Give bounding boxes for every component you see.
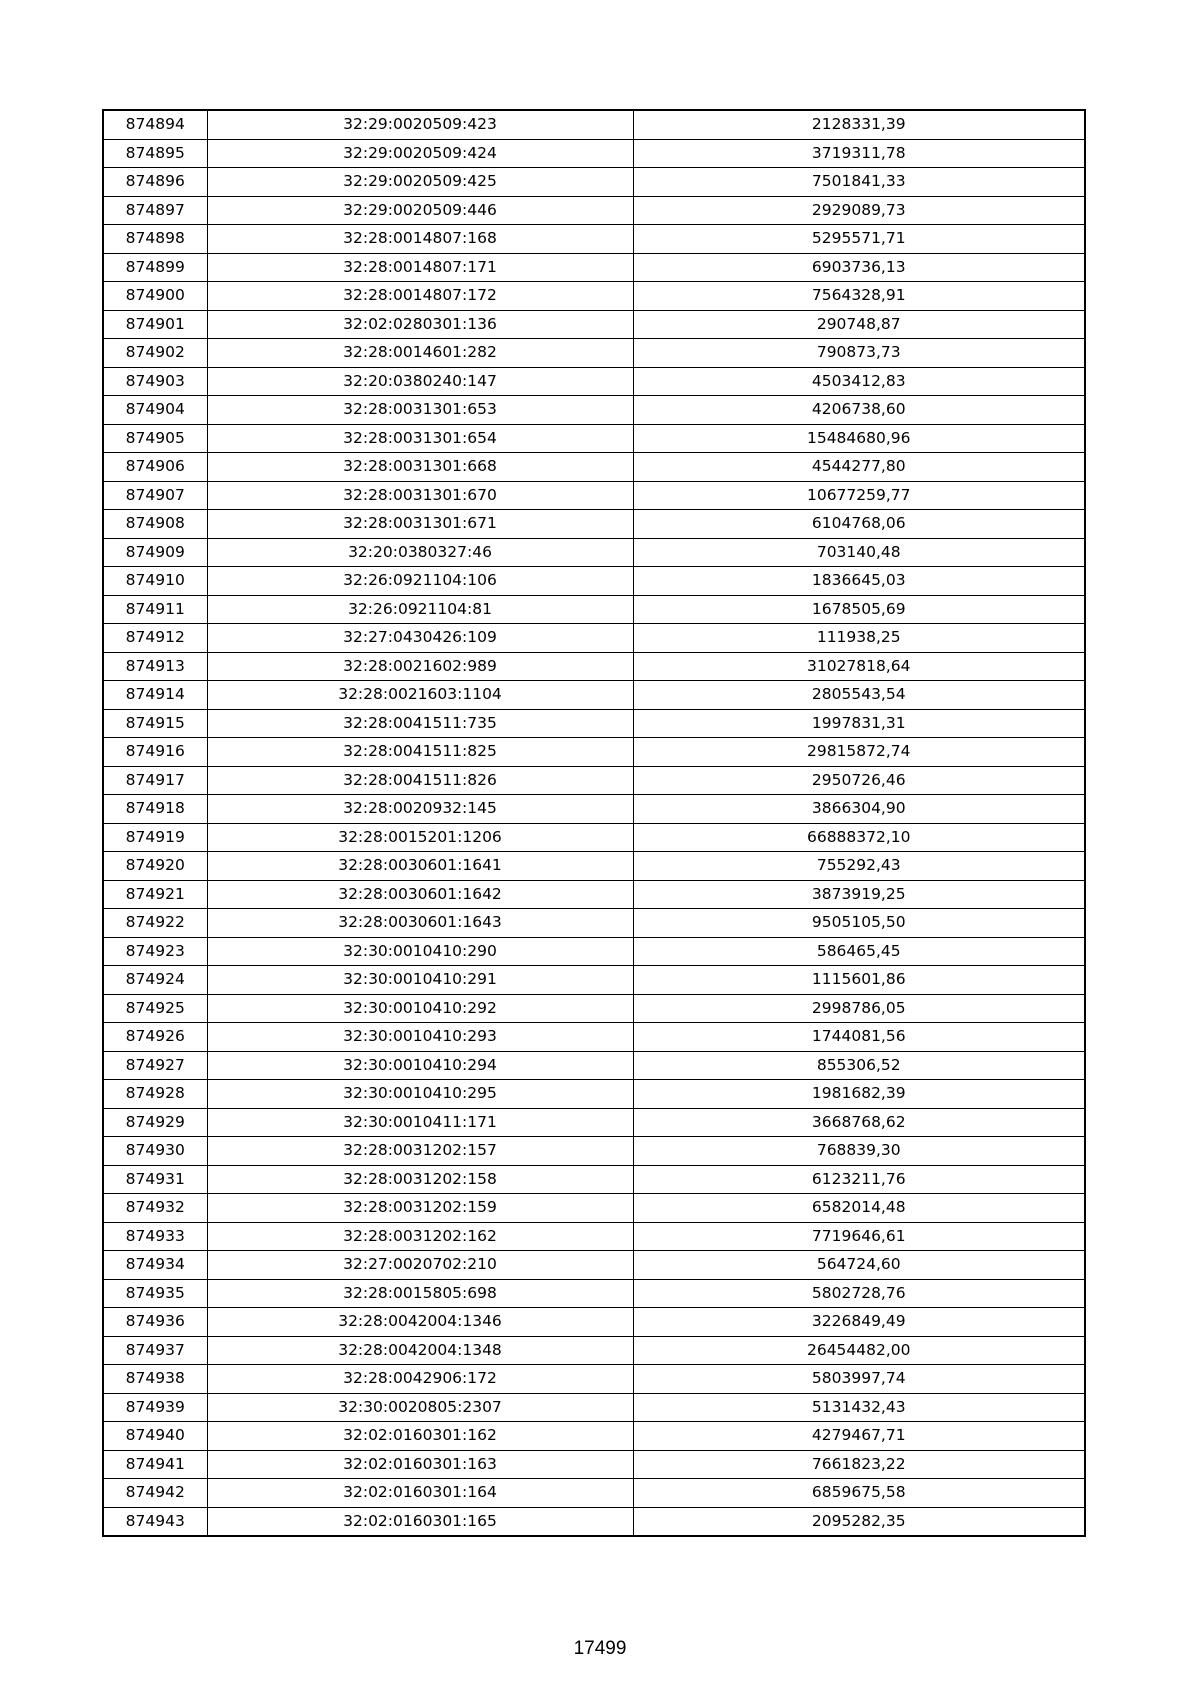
cadastral-value-cell: 755292,43 <box>633 852 1085 881</box>
cadastral-number-cell: 32:29:0020509:425 <box>207 168 633 197</box>
cadastral-value-cell: 1997831,31 <box>633 709 1085 738</box>
cadastral-value-cell: 31027818,64 <box>633 652 1085 681</box>
table-row <box>103 1108 1085 1137</box>
cadastral-value-cell: 855306,52 <box>633 1051 1085 1080</box>
table-row <box>103 681 1085 710</box>
cadastral-value-cell: 1115601,86 <box>633 966 1085 995</box>
cadastral-number-cell: 32:28:0015201:1206 <box>207 823 633 852</box>
row-number-cell: 874925 <box>103 994 207 1023</box>
row-number-cell: 874896 <box>103 168 207 197</box>
table-row <box>103 424 1085 453</box>
row-number-cell: 874929 <box>103 1108 207 1137</box>
row-number-cell: 874917 <box>103 766 207 795</box>
cadastral-number-cell: 32:29:0020509:424 <box>207 139 633 168</box>
row-number-cell: 874905 <box>103 424 207 453</box>
table-row <box>103 909 1085 938</box>
cadastral-number-cell: 32:30:0010410:295 <box>207 1080 633 1109</box>
row-number-cell: 874928 <box>103 1080 207 1109</box>
cadastral-value-table <box>102 109 1086 1537</box>
cadastral-number-cell: 32:28:0031301:654 <box>207 424 633 453</box>
cadastral-value-cell: 5802728,76 <box>633 1279 1085 1308</box>
cadastral-value-cell: 6104768,06 <box>633 510 1085 539</box>
row-number-cell: 874913 <box>103 652 207 681</box>
cadastral-number-cell: 32:28:0031301:653 <box>207 396 633 425</box>
table-row <box>103 1308 1085 1337</box>
table-row <box>103 110 1085 139</box>
row-number-cell: 874936 <box>103 1308 207 1337</box>
cadastral-number-cell: 32:28:0021602:989 <box>207 652 633 681</box>
cadastral-value-cell: 5803997,74 <box>633 1365 1085 1394</box>
row-number-cell: 874895 <box>103 139 207 168</box>
cadastral-value-cell: 4544277,80 <box>633 453 1085 482</box>
table-row <box>103 1422 1085 1451</box>
cadastral-value-cell: 790873,73 <box>633 339 1085 368</box>
cadastral-number-cell: 32:29:0020509:423 <box>207 110 633 139</box>
cadastral-value-cell: 1981682,39 <box>633 1080 1085 1109</box>
cadastral-number-cell: 32:30:0010410:292 <box>207 994 633 1023</box>
row-number-cell: 874912 <box>103 624 207 653</box>
row-number-cell: 874940 <box>103 1422 207 1451</box>
row-number-cell: 874898 <box>103 225 207 254</box>
cadastral-number-cell: 32:28:0042004:1346 <box>207 1308 633 1337</box>
table-row <box>103 709 1085 738</box>
row-number-cell: 874923 <box>103 937 207 966</box>
cadastral-value-cell: 4503412,83 <box>633 367 1085 396</box>
table-row <box>103 1251 1085 1280</box>
table-row <box>103 1165 1085 1194</box>
row-number-cell: 874920 <box>103 852 207 881</box>
row-number-cell: 874937 <box>103 1336 207 1365</box>
cadastral-value-cell: 3226849,49 <box>633 1308 1085 1337</box>
cadastral-number-cell: 32:02:0280301:136 <box>207 310 633 339</box>
table-row <box>103 253 1085 282</box>
cadastral-number-cell: 32:30:0010410:294 <box>207 1051 633 1080</box>
table-row <box>103 624 1085 653</box>
row-number-cell: 874938 <box>103 1365 207 1394</box>
cadastral-number-cell: 32:02:0160301:163 <box>207 1450 633 1479</box>
row-number-cell: 874908 <box>103 510 207 539</box>
row-number-cell: 874907 <box>103 481 207 510</box>
cadastral-number-cell: 32:28:0031301:670 <box>207 481 633 510</box>
cadastral-number-cell: 32:20:0380327:46 <box>207 538 633 567</box>
row-number-cell: 874909 <box>103 538 207 567</box>
table-row <box>103 738 1085 767</box>
cadastral-value-cell: 7564328,91 <box>633 282 1085 311</box>
cadastral-value-cell: 7661823,22 <box>633 1450 1085 1479</box>
cadastral-number-cell: 32:28:0014807:168 <box>207 225 633 254</box>
cadastral-value-cell: 703140,48 <box>633 538 1085 567</box>
table-row <box>103 1080 1085 1109</box>
table-row <box>103 595 1085 624</box>
cadastral-value-cell: 29815872,74 <box>633 738 1085 767</box>
table-row <box>103 196 1085 225</box>
row-number-cell: 874904 <box>103 396 207 425</box>
cadastral-value-cell: 1678505,69 <box>633 595 1085 624</box>
table-row <box>103 453 1085 482</box>
cadastral-number-cell: 32:02:0160301:165 <box>207 1507 633 1536</box>
cadastral-number-cell: 32:28:0031202:157 <box>207 1137 633 1166</box>
cadastral-value-cell: 2128331,39 <box>633 110 1085 139</box>
cadastral-number-cell: 32:28:0014601:282 <box>207 339 633 368</box>
row-number-cell: 874897 <box>103 196 207 225</box>
cadastral-number-cell: 32:28:0042004:1348 <box>207 1336 633 1365</box>
table-row <box>103 994 1085 1023</box>
table-row <box>103 282 1085 311</box>
cadastral-number-cell: 32:28:0021603:1104 <box>207 681 633 710</box>
cadastral-value-cell: 3873919,25 <box>633 880 1085 909</box>
table-row <box>103 168 1085 197</box>
cadastral-number-cell: 32:02:0160301:164 <box>207 1479 633 1508</box>
cadastral-number-cell: 32:28:0031202:159 <box>207 1194 633 1223</box>
cadastral-value-cell: 6123211,76 <box>633 1165 1085 1194</box>
row-number-cell: 874932 <box>103 1194 207 1223</box>
table-row <box>103 652 1085 681</box>
table-row <box>103 880 1085 909</box>
row-number-cell: 874922 <box>103 909 207 938</box>
table-row <box>103 1279 1085 1308</box>
cadastral-value-cell: 1836645,03 <box>633 567 1085 596</box>
cadastral-value-cell: 6903736,13 <box>633 253 1085 282</box>
cadastral-number-cell: 32:30:0010410:293 <box>207 1023 633 1052</box>
table-row <box>103 1137 1085 1166</box>
table-row <box>103 310 1085 339</box>
cadastral-value-cell: 111938,25 <box>633 624 1085 653</box>
cadastral-number-cell: 32:30:0010410:290 <box>207 937 633 966</box>
table-row <box>103 481 1085 510</box>
cadastral-value-cell: 26454482,00 <box>633 1336 1085 1365</box>
cadastral-number-cell: 32:20:0380240:147 <box>207 367 633 396</box>
row-number-cell: 874902 <box>103 339 207 368</box>
row-number-cell: 874921 <box>103 880 207 909</box>
page-number: 17499 <box>573 1638 627 1659</box>
cadastral-number-cell: 32:28:0031301:671 <box>207 510 633 539</box>
row-number-cell: 874942 <box>103 1479 207 1508</box>
cadastral-value-cell: 2998786,05 <box>633 994 1085 1023</box>
row-number-cell: 874915 <box>103 709 207 738</box>
row-number-cell: 874899 <box>103 253 207 282</box>
cadastral-value-cell: 5295571,71 <box>633 225 1085 254</box>
table-row <box>103 396 1085 425</box>
cadastral-value-cell: 2805543,54 <box>633 681 1085 710</box>
cadastral-value-cell: 7501841,33 <box>633 168 1085 197</box>
row-number-cell: 874910 <box>103 567 207 596</box>
table-row <box>103 1222 1085 1251</box>
cadastral-value-cell: 3866304,90 <box>633 795 1085 824</box>
row-number-cell: 874939 <box>103 1393 207 1422</box>
table-row <box>103 1479 1085 1508</box>
cadastral-number-cell: 32:28:0015805:698 <box>207 1279 633 1308</box>
cadastral-value-cell: 66888372,10 <box>633 823 1085 852</box>
cadastral-number-cell: 32:28:0031202:162 <box>207 1222 633 1251</box>
cadastral-number-cell: 32:28:0041511:826 <box>207 766 633 795</box>
cadastral-value-cell: 586465,45 <box>633 937 1085 966</box>
row-number-cell: 874930 <box>103 1137 207 1166</box>
cadastral-number-cell: 32:28:0031301:668 <box>207 453 633 482</box>
row-number-cell: 874931 <box>103 1165 207 1194</box>
cadastral-number-cell: 32:28:0020932:145 <box>207 795 633 824</box>
row-number-cell: 874906 <box>103 453 207 482</box>
table-row <box>103 1023 1085 1052</box>
table-row <box>103 1450 1085 1479</box>
cadastral-number-cell: 32:02:0160301:162 <box>207 1422 633 1451</box>
cadastral-number-cell: 32:28:0030601:1643 <box>207 909 633 938</box>
cadastral-number-cell: 32:30:0010411:171 <box>207 1108 633 1137</box>
row-number-cell: 874927 <box>103 1051 207 1080</box>
row-number-cell: 874935 <box>103 1279 207 1308</box>
cadastral-number-cell: 32:28:0030601:1641 <box>207 852 633 881</box>
cadastral-value-cell: 290748,87 <box>633 310 1085 339</box>
cadastral-value-cell: 6582014,48 <box>633 1194 1085 1223</box>
table-row <box>103 1194 1085 1223</box>
row-number-cell: 874911 <box>103 595 207 624</box>
cadastral-number-cell: 32:28:0031202:158 <box>207 1165 633 1194</box>
row-number-cell: 874903 <box>103 367 207 396</box>
cadastral-value-cell: 4206738,60 <box>633 396 1085 425</box>
cadastral-number-cell: 32:28:0041511:825 <box>207 738 633 767</box>
cadastral-number-cell: 32:28:0014807:171 <box>207 253 633 282</box>
row-number-cell: 874900 <box>103 282 207 311</box>
row-number-cell: 874916 <box>103 738 207 767</box>
row-number-cell: 874919 <box>103 823 207 852</box>
cadastral-value-cell: 3719311,78 <box>633 139 1085 168</box>
cadastral-value-cell: 6859675,58 <box>633 1479 1085 1508</box>
table-body <box>103 110 1085 1536</box>
cadastral-number-cell: 32:28:0030601:1642 <box>207 880 633 909</box>
cadastral-number-cell: 32:29:0020509:446 <box>207 196 633 225</box>
cadastral-value-cell: 15484680,96 <box>633 424 1085 453</box>
table-row <box>103 1336 1085 1365</box>
row-number-cell: 874934 <box>103 1251 207 1280</box>
table-row <box>103 339 1085 368</box>
row-number-cell: 874926 <box>103 1023 207 1052</box>
cadastral-value-cell: 5131432,43 <box>633 1393 1085 1422</box>
table-row <box>103 823 1085 852</box>
row-number-cell: 874943 <box>103 1507 207 1536</box>
table-row <box>103 139 1085 168</box>
cadastral-value-cell: 7719646,61 <box>633 1222 1085 1251</box>
cadastral-value-cell: 4279467,71 <box>633 1422 1085 1451</box>
cadastral-value-cell: 2950726,46 <box>633 766 1085 795</box>
row-number-cell: 874901 <box>103 310 207 339</box>
cadastral-number-cell: 32:26:0921104:106 <box>207 567 633 596</box>
table-row <box>103 1051 1085 1080</box>
row-number-cell: 874933 <box>103 1222 207 1251</box>
table-row <box>103 510 1085 539</box>
table-row <box>103 1393 1085 1422</box>
table-row <box>103 937 1085 966</box>
cadastral-value-cell: 9505105,50 <box>633 909 1085 938</box>
table-row <box>103 1365 1085 1394</box>
table-row <box>103 766 1085 795</box>
cadastral-number-cell: 32:28:0014807:172 <box>207 282 633 311</box>
cadastral-value-cell: 768839,30 <box>633 1137 1085 1166</box>
cadastral-number-cell: 32:30:0010410:291 <box>207 966 633 995</box>
row-number-cell: 874918 <box>103 795 207 824</box>
row-number-cell: 874941 <box>103 1450 207 1479</box>
cadastral-number-cell: 32:27:0020702:210 <box>207 1251 633 1280</box>
cadastral-value-cell: 1744081,56 <box>633 1023 1085 1052</box>
cadastral-number-cell: 32:30:0020805:2307 <box>207 1393 633 1422</box>
table-row <box>103 538 1085 567</box>
cadastral-number-cell: 32:28:0041511:735 <box>207 709 633 738</box>
cadastral-value-cell: 564724,60 <box>633 1251 1085 1280</box>
table-row <box>103 567 1085 596</box>
table-row <box>103 367 1085 396</box>
cadastral-number-cell: 32:28:0042906:172 <box>207 1365 633 1394</box>
cadastral-value-cell: 10677259,77 <box>633 481 1085 510</box>
table-row <box>103 966 1085 995</box>
cadastral-number-cell: 32:27:0430426:109 <box>207 624 633 653</box>
cadastral-value-cell: 2095282,35 <box>633 1507 1085 1536</box>
row-number-cell: 874924 <box>103 966 207 995</box>
table-row <box>103 852 1085 881</box>
cadastral-value-cell: 2929089,73 <box>633 196 1085 225</box>
table-row <box>103 225 1085 254</box>
row-number-cell: 874914 <box>103 681 207 710</box>
table-row <box>103 795 1085 824</box>
cadastral-number-cell: 32:26:0921104:81 <box>207 595 633 624</box>
row-number-cell: 874894 <box>103 110 207 139</box>
cadastral-value-cell: 3668768,62 <box>633 1108 1085 1137</box>
table-row <box>103 1507 1085 1536</box>
